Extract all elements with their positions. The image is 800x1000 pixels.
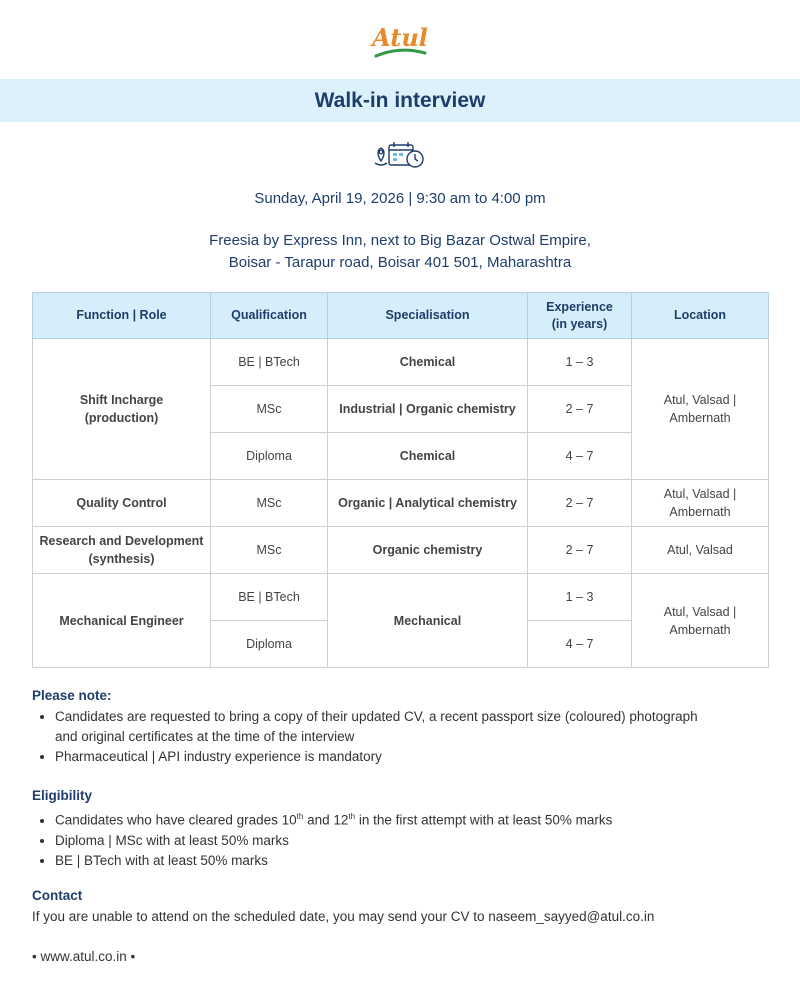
list-item: • BE | BTech with at least 50% marks	[55, 851, 772, 871]
qualification-cell: MSc	[211, 527, 328, 574]
experience-cell: 1 – 3	[528, 339, 632, 386]
website-footer[interactable]: • www.atul.co.in •	[32, 949, 136, 964]
page-title: Walk-in interview	[314, 88, 486, 112]
experience-cell: 2 – 7	[528, 480, 632, 527]
list-item	[55, 807, 772, 831]
superscript: th	[348, 812, 356, 821]
role-function: Research and Development (synthesis)	[33, 527, 211, 574]
table-row	[33, 339, 769, 386]
specialisation-cell: Chemical	[328, 433, 528, 480]
location-cell: Atul, Valsad | Ambernath	[632, 339, 769, 480]
venue-line-2: Boisar - Tarapur road, Boisar 401 501, Maharashtra	[228, 254, 572, 271]
title-banner	[0, 79, 800, 122]
experience-cell: 2 – 7	[528, 386, 632, 433]
specialisation-cell: Industrial | Organic chemistry	[328, 386, 528, 433]
header-specialisation: Specialisation	[328, 293, 528, 339]
eligibility-section	[32, 788, 772, 871]
qualification-cell: Diploma	[211, 621, 328, 668]
contact-section	[32, 888, 772, 927]
specialisation-cell: Organic | Analytical chemistry	[328, 480, 528, 527]
location-cell: Atul, Valsad | Ambernath	[632, 574, 769, 668]
contact-text: If you are unable to attend on the scheduled date, you may send your CV to naseem_sayyed@atul.co.in	[32, 909, 655, 924]
qualification-cell: MSc	[211, 480, 328, 527]
specialisation-cell: Mechanical	[328, 574, 528, 668]
qualification-cell: Diploma	[211, 433, 328, 480]
please-note-list	[32, 707, 772, 767]
table-header-row	[33, 293, 769, 339]
experience-cell: 4 – 7	[528, 621, 632, 668]
text-span: and 12	[303, 812, 349, 828]
eligibility-heading: Eligibility	[32, 788, 93, 803]
please-note-heading: Please note:	[32, 688, 112, 703]
table-row	[33, 574, 769, 621]
location-cell: Atul, Valsad | Ambernath	[632, 480, 769, 527]
please-note-section	[32, 688, 772, 767]
qualification-cell: MSc	[211, 386, 328, 433]
superscript: th	[296, 812, 304, 821]
contact-heading: Contact	[32, 888, 83, 903]
job-openings-table	[32, 292, 769, 668]
venue-line-1: Freesia by Express Inn, next to Big Bazar Ostwal Empire,	[209, 232, 591, 249]
experience-cell: 4 – 7	[528, 433, 632, 480]
event-venue	[0, 230, 800, 274]
header-location: Location	[632, 293, 769, 339]
location-cell: Atul, Valsad	[632, 527, 769, 574]
list-item: • Diploma | MSc with at least 50% marks	[55, 831, 772, 851]
text-span: in the first attempt with at least 50% marks	[355, 812, 613, 828]
header-function: Function | Role	[33, 293, 211, 339]
role-function: Quality Control	[33, 480, 211, 527]
specialisation-cell: Chemical	[328, 339, 528, 386]
specialisation-cell: Organic chemistry	[328, 527, 528, 574]
eligibility-list	[32, 807, 772, 871]
experience-cell: 2 – 7	[528, 527, 632, 574]
list-item: • Candidates are requested to bring a copy of their updated CV, a recent passport size (coloured) photograph and original certificates at the time of the interview	[55, 707, 772, 747]
list-item: • Pharmaceutical | API industry experience is mandatory	[55, 747, 772, 767]
qualification-cell: BE | BTech	[211, 339, 328, 386]
svg-text:Atul: Atul	[372, 23, 428, 52]
table-row	[33, 527, 769, 574]
qualification-cell: BE | BTech	[211, 574, 328, 621]
role-function: Mechanical Engineer	[33, 574, 211, 668]
table-row	[33, 480, 769, 527]
experience-cell: 1 – 3	[528, 574, 632, 621]
atul-logo	[0, 22, 800, 67]
event-date: Sunday, April 19, 2026 | 9:30 am to 4:00 pm	[254, 190, 546, 207]
header-experience: Experience (in years)	[528, 293, 632, 339]
header-qualification: Qualification	[211, 293, 328, 339]
role-function: Shift Incharge (production)	[33, 339, 211, 480]
calendar-location-icon	[371, 139, 427, 171]
text-span: Candidates who have cleared grades 10	[55, 812, 297, 828]
